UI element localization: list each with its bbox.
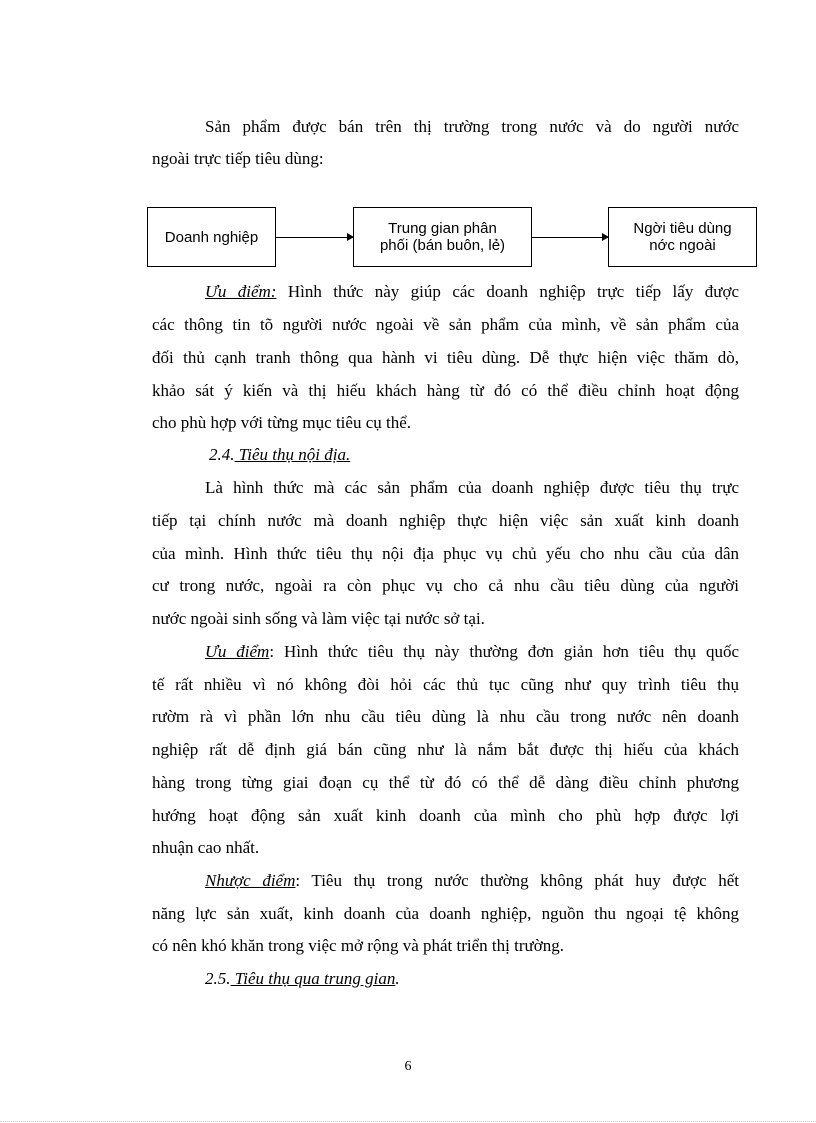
advantage-1-line-1: [205, 281, 739, 303]
advantage-1-line-3: đối thủ cạnh tranh thông qua hành vi tiêu dùng. Dễ thực hiện việc thăm dò,: [152, 348, 739, 367]
diagram-box-intermediary-line-2: phối (bán buôn, lẻ): [379, 237, 506, 254]
diagram-box-enterprise: [147, 207, 276, 267]
section-2-4-heading: [209, 444, 350, 466]
section-2-4-line-4: cư trong nước, ngoài ra còn phục vụ cho cả nhu cầu tiêu dùng của người: [152, 576, 739, 595]
section-2-5-heading: [205, 968, 400, 990]
advantage-2-label: Ưu điểm: [205, 642, 270, 661]
advantage-2-line-2: tế rất nhiều vì nó không đòi hỏi các thủ tục cũng như quy trình tiêu thụ: [152, 675, 739, 694]
section-2-4-number: 2.4.: [209, 445, 235, 464]
diagram-box-enterprise-label: Doanh nghiệp: [164, 228, 259, 246]
diagram-box-intermediary: [353, 207, 532, 267]
advantage-2-line-5: hàng trong từng giai đoạn cụ thể từ đó có thể dễ dàng điều chỉnh phương: [152, 773, 739, 792]
advantage-1-line-2: các thông tin tõ người nước ngoài về sản phẩm của mình, về sản phẩm của: [152, 315, 739, 334]
intro-line-1: Sản phẩm được bán trên thị trường trong nước và do người nước: [205, 117, 739, 136]
diagram-box-foreign-consumer-line-2: nớc ngoài: [649, 237, 716, 254]
advantage-2-line-6: hướng hoạt động sản xuất kinh doanh của mình cho phù hợp được lợi: [152, 806, 739, 825]
advantage-1-line-4: khảo sát ý kiến và thị hiếu khách hàng từ đó có thể điều chỉnh hoạt động: [152, 381, 739, 400]
disadvantage-text-1: : Tiêu thụ trong nước thường không phát huy được hết: [295, 871, 739, 890]
advantage-2-text-1: : Hình thức tiêu thụ này thường đơn giản hơn tiêu thụ quốc: [269, 642, 739, 661]
section-2-4-line-5: nước ngoài sinh sống và làm việc tại nước sở tại.: [152, 609, 485, 628]
advantage-1-line-5: cho phù hợp với từng mục tiêu cụ thể.: [152, 413, 412, 432]
section-2-5-end: .: [395, 969, 400, 988]
section-2-4-line-1: Là hình thức mà các sản phẩm của doanh nghiệp được tiêu thụ trực: [205, 478, 739, 497]
advantage-2-line-4: nghiệp rất dễ định giá bán cũng như là nắm bắt được thị hiếu của khách: [152, 740, 739, 759]
diagram-arrow-1: [276, 237, 353, 238]
disadvantage-line-3: có nên khó khăn trong việc mở rộng và phát triển thị trường.: [152, 936, 564, 955]
section-2-4-title: Tiêu thụ nội địa.: [234, 445, 351, 464]
section-2-5-number: 2.5.: [205, 969, 231, 988]
disadvantage-label: Nhược điểm: [205, 871, 296, 890]
section-2-4-line-3: của mình. Hình thức tiêu thụ nội địa phục vụ chủ yếu cho nhu cầu của dân: [152, 544, 739, 563]
section-2-5-title: Tiêu thụ qua trung gian: [230, 969, 396, 988]
advantage-2-line-7: nhuận cao nhất.: [152, 838, 260, 857]
diagram-box-foreign-consumer-line-1: Ngời tiêu dùng: [633, 220, 732, 237]
section-2-4-line-2: tiếp tại chính nước mà doanh nghiệp thực hiện việc sản xuất kinh doanh: [152, 511, 739, 530]
diagram-box-intermediary-line-1: Trung gian phân: [388, 220, 497, 237]
disadvantage-line-1: [205, 870, 739, 892]
advantage-2-line-1: [205, 641, 739, 663]
advantage-2-line-3: rườm rà vì phần lớn nhu cầu tiêu dùng là nhu cầu trong nước nên doanh: [152, 707, 739, 726]
advantage-1-label: Ưu điểm:: [205, 282, 277, 301]
page-number: 6: [404, 1059, 412, 1074]
advantage-1-text-1: Hình thức này giúp các doanh nghiệp trực tiếp lấy được: [276, 282, 739, 301]
page-bottom-divider: [0, 1121, 816, 1122]
diagram-arrow-2: [532, 237, 608, 238]
diagram-box-foreign-consumer: [608, 207, 757, 267]
intro-line-2: ngoài trực tiếp tiêu dùng:: [152, 149, 324, 168]
disadvantage-line-2: năng lực sản xuất, kinh doanh của doanh nghiệp, nguồn thu ngoại tệ không: [152, 904, 739, 923]
